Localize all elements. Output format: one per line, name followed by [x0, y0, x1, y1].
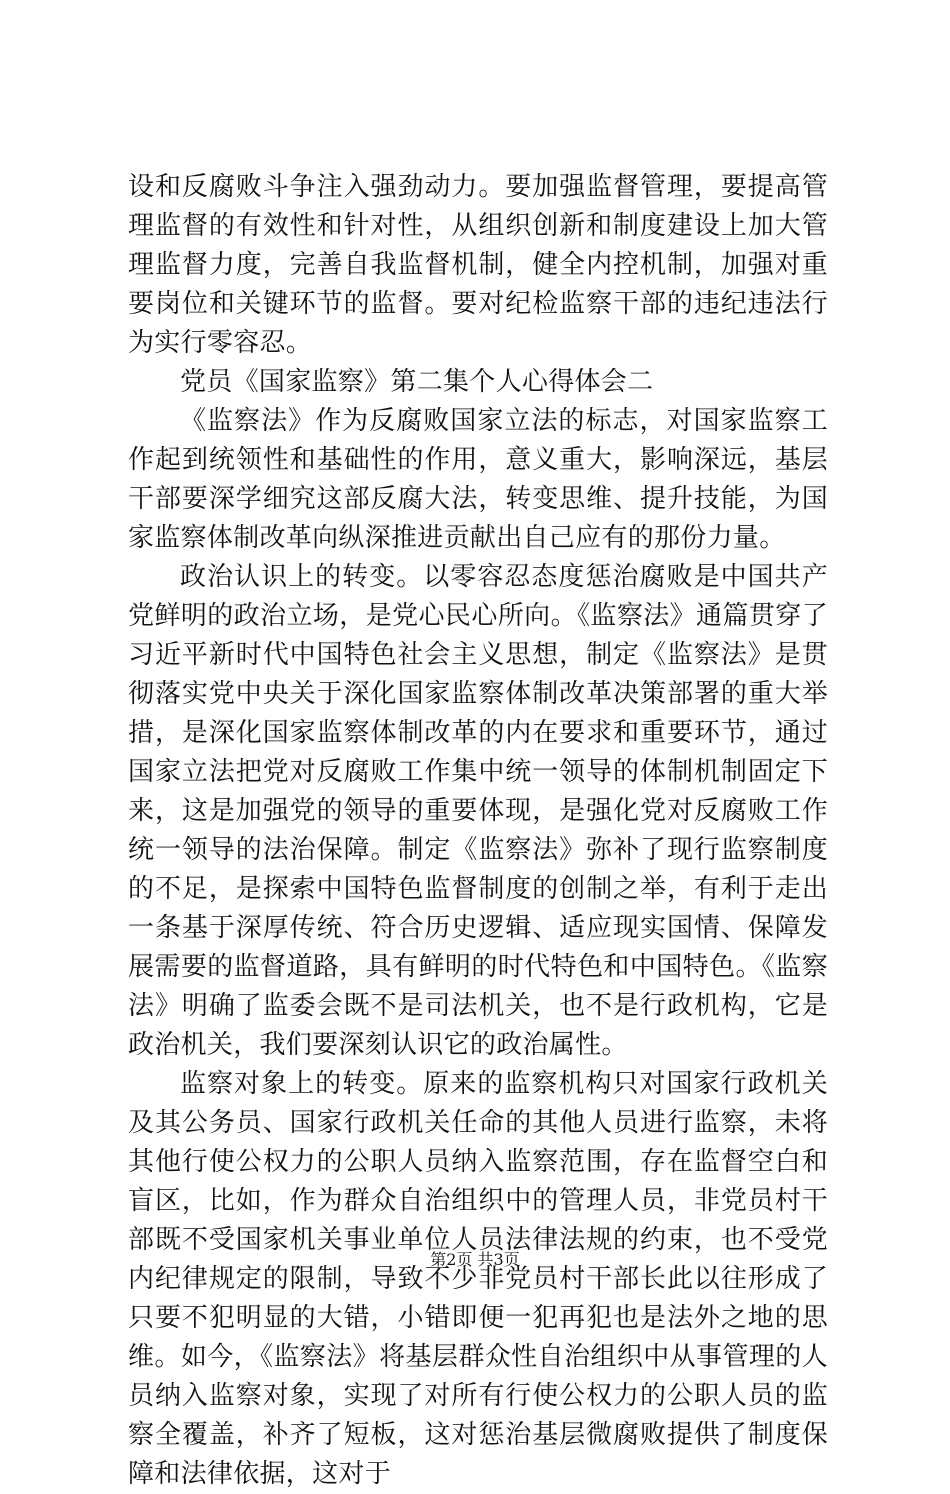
paragraph-supervision-targets: 监察对象上的转变。原来的监察机构只对国家行政机关及其公务员、国家行政机关任命的其他人员进行监察，未将其他行使公权力的公职人员纳入监察范围，存在监督空白和盲区，比如，作为群众自治组织中的管理人员，非党员村干部既不受国家机关事业单位人员法律法规的约束，也不受党内纪律规定的限制，导致不少非党员村干部长此以往形成了只要不犯明显的大错，小错即便一犯再犯也是法外之地的思维。如今，《监察法》将基层群众性自治组织中从事管理的人员纳入监察对象，实现了对所有行使公权力的公职人员的监察全覆盖，补齐了短板，这对惩治基层微腐败提供了制度保障和法律依据，这对于 [128, 1069, 828, 1489]
paragraph-continuation: 设和反腐败斗争注入强劲动力。要加强监督管理，要提高管理监督的有效性和针对性，从组织创新和制度建设上加大管理监督力度，完善自我监督机制，健全内控机制，加强对重要岗位和关键环节的监督。要对纪检监察干部的违纪违法行为实行零容忍。 [128, 172, 828, 358]
page-number-footer: 第2页 共3页 [430, 1250, 520, 1269]
paragraph-political-awareness: 政治认识上的转变。以零容忍态度惩治腐败是中国共产党鲜明的政治立场，是党心民心所向。《监察法》通篇贯穿了习近平新时代中国特色社会主义思想，制定《监察法》是贯彻落实党中央关于深化国家监察体制改革决策部署的重大举措，是深化国家监察体制改革的内在要求和重要环节，通过国家立法把党对反腐败工作集中统一领导的体制机制固定下来，这是加强党的领导的重要体现，是强化党对反腐败工作统一领导的法治保障。制定《监察法》弥补了现行监察制度的不足，是探索中国特色监督制度的创制之举，有利于走出一条基于深厚传统、符合历史逻辑、适应现实国情、保障发展需要的监督道路，具有鲜明的时代特色和中国特色。《监察法》明确了监委会既不是司法机关，也不是行政机构，它是政治机关，我们要深刻认识它的政治属性。 [128, 562, 828, 1060]
document-body [128, 168, 828, 1494]
section-heading: 党员《国家监察》第二集个人心得体会二 [180, 367, 654, 397]
paragraph-intro: 《监察法》作为反腐败国家立法的标志，对国家监察工作起到统领性和基础性的作用，意义重大，影响深远，基层干部要深学细究这部反腐大法，转变思维、提升技能，为国家监察体制改革向纵深推进贡献出自己应有的那份力量。 [128, 406, 828, 553]
